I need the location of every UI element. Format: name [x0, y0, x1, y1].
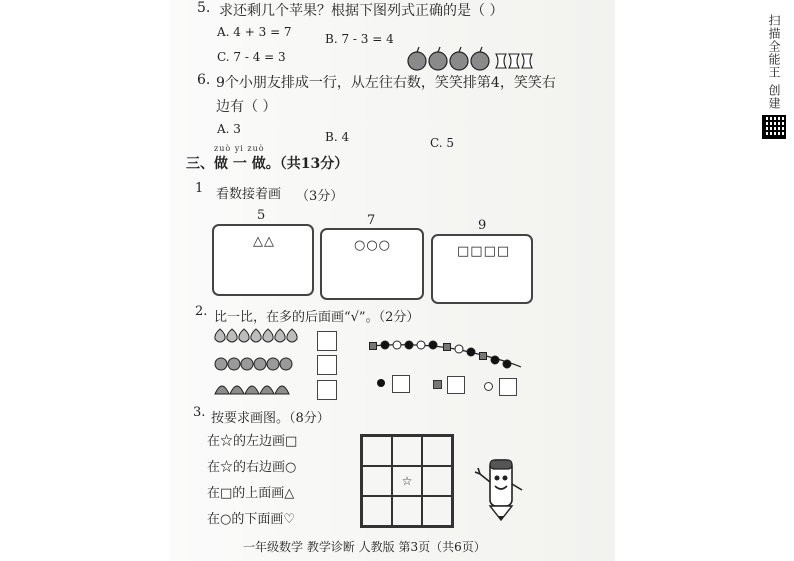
p2-fruit-rows: [212, 326, 312, 401]
p1-triangles: △△: [253, 234, 275, 249]
p2-answer-box-white[interactable]: [499, 378, 517, 396]
scanner-watermark: 扫描全能王 创建: [767, 14, 781, 110]
p1-label: 1: [195, 181, 204, 196]
apple-stem-icon: [438, 47, 440, 52]
p1-box-9[interactable]: [431, 234, 533, 304]
apple-stem-icon: [480, 47, 482, 52]
apple-core-icon: [522, 54, 532, 68]
tomato-icon: [228, 358, 240, 370]
shell-icon: [245, 386, 259, 394]
shell-icon: [215, 386, 229, 394]
grid-cell[interactable]: [362, 436, 392, 466]
q6-text-line2: 边有（ ）: [216, 99, 277, 115]
square-bead-icon: [480, 353, 487, 360]
white-bead-icon: [484, 382, 493, 391]
p1-box-7[interactable]: [320, 228, 424, 300]
p2-answer-box-shells[interactable]: [317, 380, 337, 400]
grid-cell[interactable]: [362, 496, 392, 526]
p1-number-5: 5: [257, 208, 266, 223]
p1-squares: □□□□: [457, 244, 511, 259]
p2-label: 2.: [195, 304, 208, 319]
p2-answer-box-black[interactable]: [392, 375, 410, 393]
bead-string: [365, 337, 525, 373]
star-icon: ☆: [401, 474, 413, 488]
section3-title: 三、做 一 做。（共13分）: [186, 156, 349, 172]
p3-instruction-3: 在□的上面画△: [207, 486, 295, 501]
qr-code-icon: [762, 115, 786, 139]
grid-cell[interactable]: [392, 496, 422, 526]
tomato-icon: [241, 358, 253, 370]
p3-label: 3.: [193, 405, 206, 420]
apple-icon: [408, 52, 426, 70]
p1-circles: ○○○: [354, 238, 392, 253]
pear-icon: [227, 329, 237, 342]
grid-cell-center[interactable]: [392, 466, 422, 496]
white-bead-icon: [455, 345, 463, 353]
q5-option-b: B. 7 - 3 = 4: [325, 32, 394, 46]
shell-icon: [260, 386, 274, 394]
tomato-icon: [215, 358, 227, 370]
pear-icon: [275, 329, 285, 342]
tomato-icon: [280, 358, 292, 370]
p1-score: （3分）: [296, 189, 344, 204]
q5-option-a: A. 4 + 3 = 7: [217, 25, 292, 39]
white-bead-icon: [417, 341, 425, 349]
drawing-grid[interactable]: [360, 434, 454, 528]
black-bead-icon: [429, 341, 437, 349]
pear-icon: [215, 329, 225, 342]
grid-cell[interactable]: [422, 466, 452, 496]
apples-figure: [405, 46, 535, 72]
grid-cell[interactable]: [362, 466, 392, 496]
q5-number: 5.: [197, 0, 211, 16]
square-bead-icon: [444, 344, 451, 351]
p3-text: 按要求画图。（8分）: [211, 411, 330, 426]
pear-icon: [287, 329, 297, 342]
black-bead-icon: [377, 379, 385, 387]
q5-option-c: C. 7 - 4 = 3: [217, 50, 286, 64]
apple-stem-icon: [417, 47, 419, 52]
square-bead-icon: [370, 343, 377, 350]
pencil-mascot-icon: [472, 448, 532, 528]
pear-icon: [263, 329, 273, 342]
page-footer: 一年级数学 教学诊断 人教版 第3页（共6页）: [243, 540, 486, 554]
q5-text: 求还剩几个苹果？根据下图列式正确的是（ ）: [219, 3, 504, 19]
grid-cell[interactable]: [392, 436, 422, 466]
section3-pinyin: zuò yi zuò: [214, 144, 265, 153]
p2-text: 比一比，在多的后面画“√”。（2分）: [214, 310, 420, 325]
shell-icon: [275, 386, 289, 394]
pear-icon: [251, 329, 261, 342]
apple-stem-icon: [459, 47, 461, 52]
p1-text: 看数接着画: [216, 187, 282, 202]
tomato-icon: [254, 358, 266, 370]
apple-icon: [429, 52, 447, 70]
q6-option-c: C. 5: [430, 136, 455, 150]
p3-instruction-4: 在○的下面画♡: [207, 512, 295, 527]
shell-icon: [230, 386, 244, 394]
apple-icon: [471, 52, 489, 70]
black-bead-icon: [503, 360, 511, 368]
p3-instruction-2: 在☆的右边画○: [207, 460, 297, 475]
q6-option-a: A. 3: [217, 122, 241, 136]
gray-square-bead-icon: [433, 380, 442, 389]
p2-answer-box-square[interactable]: [447, 376, 465, 394]
p2-answer-box-pears[interactable]: [317, 331, 337, 351]
black-bead-icon: [381, 341, 389, 349]
q6-number: 6.: [197, 72, 211, 88]
black-bead-icon: [491, 356, 499, 364]
p1-number-9: 9: [478, 218, 487, 233]
black-bead-icon: [405, 341, 413, 349]
apple-core-icon: [509, 54, 519, 68]
black-bead-icon: [467, 348, 475, 356]
p1-number-7: 7: [367, 213, 376, 228]
grid-cell[interactable]: [422, 436, 452, 466]
q6-text-line1: 9个小朋友排成一行，从左往右数，笑笑排第4，笑笑右: [216, 75, 556, 91]
q6-option-b: B. 4: [325, 130, 350, 144]
apple-core-icon: [496, 54, 506, 68]
apple-icon: [450, 52, 468, 70]
tomato-icon: [267, 358, 279, 370]
grid-cell[interactable]: [422, 496, 452, 526]
p3-instruction-1: 在☆的左边画□: [207, 434, 298, 449]
pear-icon: [239, 329, 249, 342]
white-bead-icon: [393, 341, 401, 349]
p1-box-5[interactable]: [212, 224, 314, 296]
p2-answer-box-tomatoes[interactable]: [317, 355, 337, 375]
